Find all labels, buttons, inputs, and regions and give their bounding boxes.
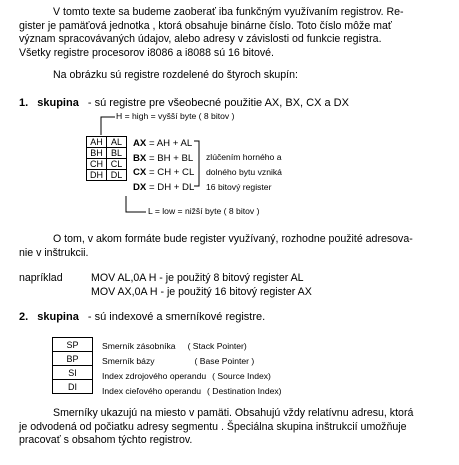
- register-cell: AL: [107, 137, 127, 148]
- example-line: MOV AX,0A H - je použitý 16 bitový register AX: [91, 285, 312, 298]
- register-cell: AH: [87, 137, 107, 148]
- index-register-descriptions: [102, 339, 282, 399]
- equation-line: BX = BH + BL: [133, 152, 194, 164]
- equation-bracket: [194, 141, 199, 186]
- index-register-row: [53, 338, 93, 352]
- index-register-row: [53, 380, 93, 394]
- register-row: [87, 148, 127, 159]
- intro-line: význam spracovávaných údajov, alebo adresy v závislosti od funkcie registra.: [19, 33, 382, 46]
- example-line: MOV AL,0A H - je použitý 8 bitový register AL: [91, 272, 304, 284]
- index-register-cell: BP: [53, 352, 93, 366]
- register-cell: DH: [87, 170, 107, 181]
- low-connector-line: [126, 196, 146, 212]
- index-register-desc: Smerník bázy ( Base Pointer ): [102, 356, 255, 366]
- group1-number: 1.: [19, 97, 29, 109]
- equation-line: DX = DH + DL: [133, 181, 195, 193]
- merge-note-line: zlúčením horného a: [206, 152, 282, 162]
- merge-note-line: dolného bytu vzniká: [206, 167, 282, 177]
- merge-note-line: 16 bitový register: [206, 182, 272, 192]
- register-cell: CH: [87, 159, 107, 170]
- group2-title: skupina: [37, 311, 79, 323]
- register-equations: [133, 137, 194, 195]
- high-connector-line: [101, 117, 115, 135]
- register-cell: BL: [107, 148, 127, 159]
- closing-line: pracovať s obsahom týchto registrov.: [19, 434, 193, 447]
- groups-intro: Na obrázku sú registre rozdelené do štyroch skupín:: [53, 69, 298, 81]
- merge-note: [206, 150, 282, 195]
- register-row: [87, 159, 127, 170]
- format-paragraph: [19, 233, 413, 260]
- low-byte-note: L = low = nižší byte ( 8 bitov ): [148, 206, 260, 216]
- index-register-row: [53, 352, 93, 366]
- index-register-cell: SI: [53, 366, 93, 380]
- high-byte-note: H = high = vyšší byte ( 8 bitov ): [116, 111, 235, 121]
- example-lines: [91, 272, 312, 299]
- register-cell: CL: [107, 159, 127, 170]
- index-register-cell: DI: [53, 380, 93, 394]
- group1-title: skupina: [37, 97, 79, 109]
- register-row: [87, 137, 127, 148]
- index-register-desc: Index cieľového operandu ( Destination Index): [102, 386, 282, 396]
- register-row: [87, 170, 127, 181]
- group2-number: 2.: [19, 311, 29, 323]
- intro-line: V tomto texte sa budeme zaoberať iba funkčným využívaním registrov. Re-: [53, 6, 404, 18]
- index-register-row: [53, 366, 93, 380]
- general-register-table: [86, 136, 127, 181]
- closing-line: je odvodená od počiatku adresy segmentu . Špeciálna skupina inštrukcií umožňuje: [19, 420, 407, 433]
- register-cell: DL: [107, 170, 127, 181]
- intro-line: gister je pamäťová jednotka , ktorá obsahuje binárne číslo. Toto číslo môže mať: [19, 19, 392, 32]
- register-cell: BH: [87, 148, 107, 159]
- index-register-cell: SP: [53, 338, 93, 352]
- closing-paragraph: [19, 407, 413, 448]
- format-line: nie v inštrukcii.: [19, 246, 89, 259]
- example-label: napríklad: [19, 272, 63, 284]
- equation-line: AX = AH + AL: [133, 138, 193, 149]
- index-register-desc: Smerník zásobníka ( Stack Pointer): [102, 341, 247, 351]
- index-register-desc: Index zdrojového operandu ( Source Index): [102, 371, 271, 381]
- format-line: O tom, v akom formáte bude register využívaný, rozhodne použité adresova-: [53, 233, 413, 245]
- group1-description: - sú registre pre všeobecné použitie AX, BX, CX a DX: [87, 97, 349, 109]
- intro-line: Všetky registre procesorov i8086 a i8088 sú 16 bitové.: [19, 46, 274, 59]
- index-register-table: [52, 337, 93, 394]
- closing-line: Smerníky ukazujú na miesto v pamäti. Obsahujú vždy relatívnu adresu, ktorá: [53, 407, 414, 419]
- group2-description: - sú indexové a smerníkové registre.: [87, 311, 266, 323]
- group2-heading: [19, 311, 265, 323]
- equation-line: CX = CH + CL: [133, 167, 195, 178]
